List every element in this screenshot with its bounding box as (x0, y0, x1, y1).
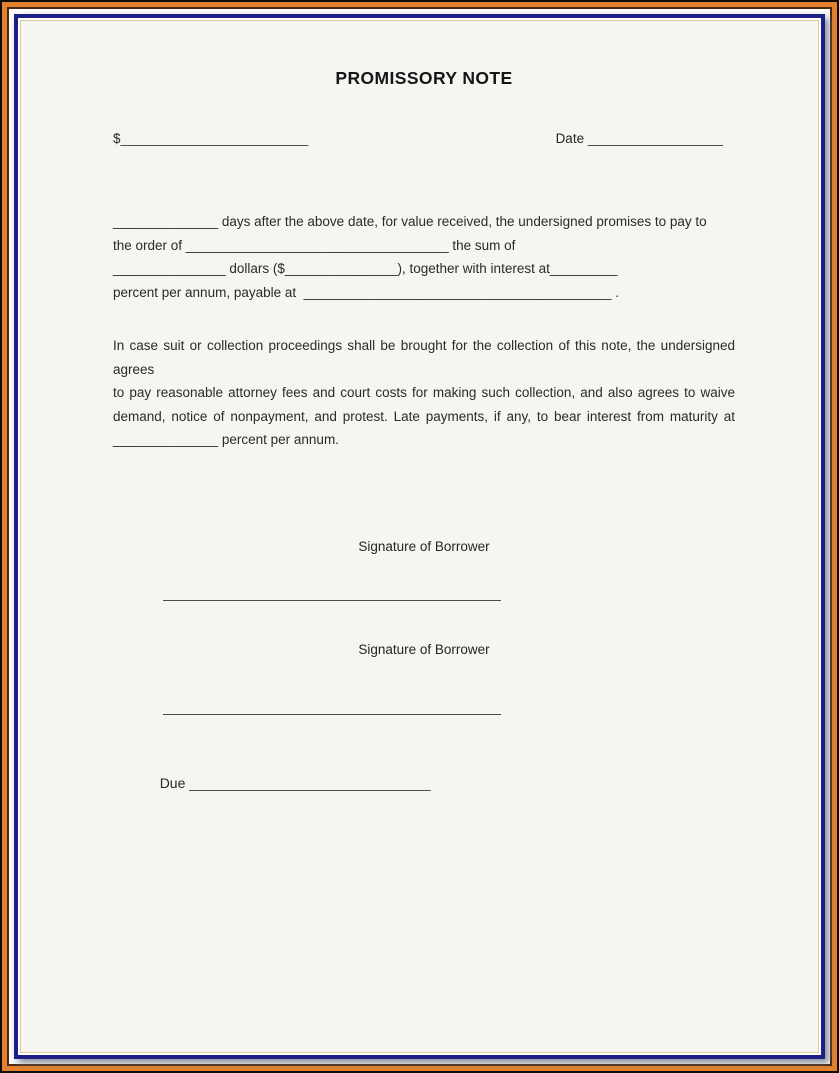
signature-of-borrower-label-2: Signature of Borrower (358, 641, 490, 657)
payment-terms-line-3: _______________ dollars ($_______________), together with interest at_________ (113, 261, 618, 276)
payment-terms-line-4: percent per annum, payable at _________________________________________ . (113, 284, 619, 300)
frame-inner-line (7, 7, 832, 1066)
collection-clause-line-1: In case suit or collection proceedings shall be brought for the collection of this note, the undersigned agrees (113, 338, 735, 377)
amount-date-row (113, 130, 735, 147)
signature-of-borrower-label-1: Signature of Borrower (358, 538, 490, 554)
payment-terms-line-1: ______________ days after the above date, for value received, the undersigned promises to pay to (113, 214, 707, 229)
collection-clause-paragraph (113, 334, 735, 452)
orange-frame (2, 2, 837, 1071)
payment-terms-paragraph (113, 210, 735, 304)
due-label: Due (159, 774, 190, 791)
signature-line-1 (163, 600, 501, 601)
payment-terms-line-2: the order of ___________________________________ the sum of (113, 237, 516, 253)
promissory-note-document (20, 20, 819, 1053)
document-title: PROMISSORY NOTE (335, 68, 513, 88)
date-blank-line: __________________ (587, 131, 723, 146)
navy-border-box (14, 14, 825, 1059)
amount-field (113, 130, 308, 147)
amount-prefix: $ (113, 131, 121, 146)
collection-clause-line-3: demand, notice of nonpayment, and protest. Late payments, if any, to bear interest from maturity at (113, 408, 735, 424)
date-label: Date (555, 131, 588, 146)
signature-line-2 (163, 714, 501, 715)
collection-clause-line-4: ______________ percent per annum. (113, 432, 339, 447)
date-field (556, 130, 723, 147)
due-blank-line: _______________________________ (189, 774, 431, 791)
collection-clause-line-2: to pay reasonable attorney fees and court costs for making such collection, and also agrees to waive (113, 385, 735, 400)
amount-blank-line: _________________________ (120, 131, 309, 146)
due-field (113, 756, 735, 810)
